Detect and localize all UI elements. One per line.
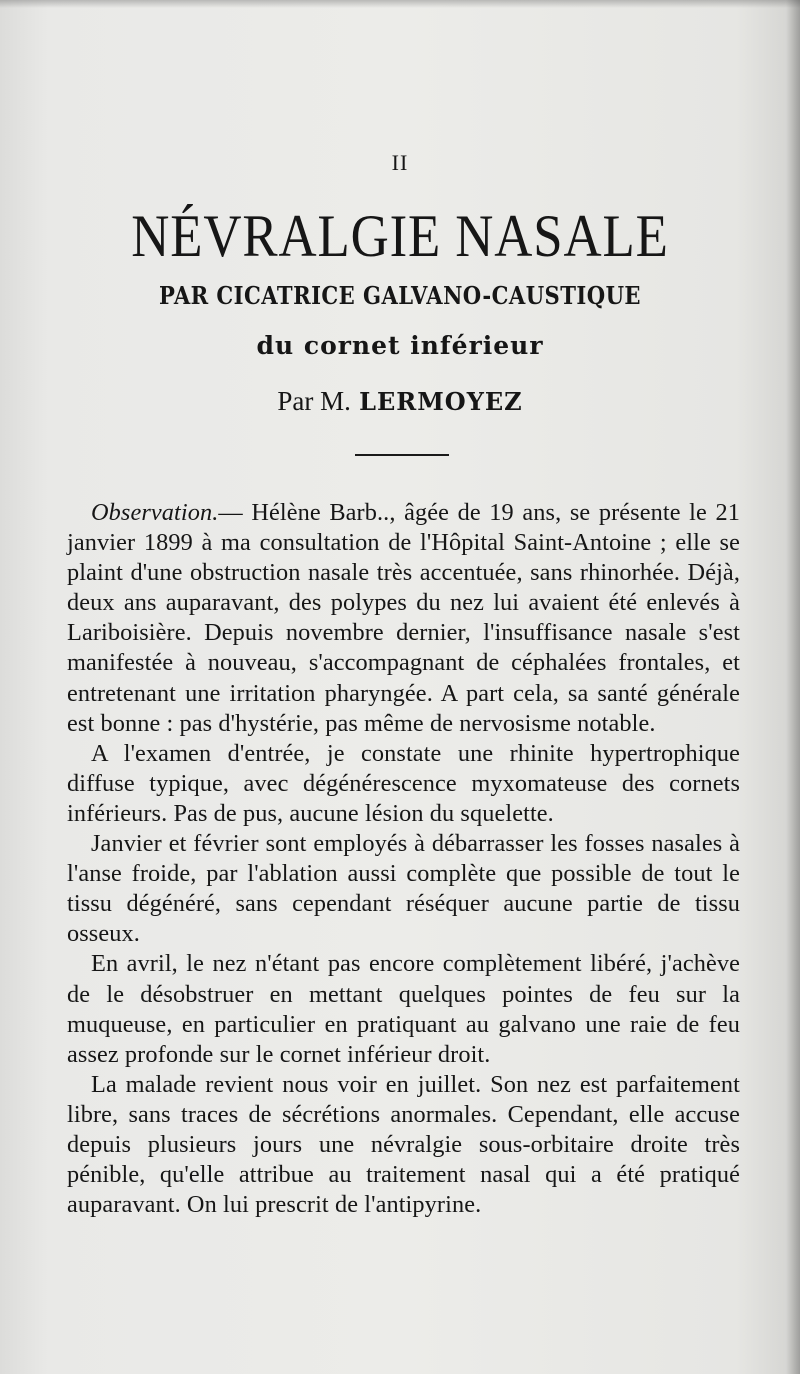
body-text — [67, 498, 740, 1220]
author-prefix: Par M. — [277, 386, 351, 416]
article-title: NÉVRALGIE NASALE — [131, 203, 669, 269]
author-line — [0, 384, 800, 419]
paragraph-april: En avril, le nez n'étant pas encore complètement libéré, j'achève de le désobstruer en mettant quelques pointes de feu sur la muqueuse, en particulier en pratiquant au galvano une raie de feu assez profonde sur le cornet inférieur droit. — [67, 950, 740, 1068]
paragraph-examination: A l'examen d'entrée, je constate une rhinite hypertrophique diffuse typique, avec dégénérescence myxomateuse des cornets inférieurs. Pas de pus, aucune lésion du squelette. — [67, 739, 740, 827]
paragraph-july: La malade revient nous voir en juillet. Son nez est parfaitement libre, sans traces de sécrétions anormales. Cependant, elle accuse depuis plusieurs jours une névralgie sous-orbitaire droite très pénible, qu'elle attribue au traitement nasal qui a été pratiqué auparavant. On lui prescrit de l'antipyrine. — [67, 1070, 740, 1219]
chapter-number: II — [391, 150, 409, 175]
page-top-shadow — [0, 0, 800, 8]
paragraph-observation — [67, 498, 740, 739]
author-name: LERMOYEZ — [359, 387, 523, 416]
paragraph-text: — Hélène Barb.., âgée de 19 ans, se présente le 21 janvier 1899 à ma consultation de l'Hôpital Saint-Antoine ; elle se plaint d'une obstruction nasale très accentuée, sans rhinorhée. Déjà, deux ans auparavant, des polypes du nez lui avaient été enlevés à Lariboisière. Depuis novembre dernier, l'insuffisance nasale s'est manifestée à nouveau, s'accompagnant de céphalées frontales, et entretenant une irritation pharyngée. A part cela, sa santé générale est bonne : pas d'hystérie, pas même de nervosisme notable. — [67, 499, 740, 737]
paragraph-treatment: Janvier et février sont employés à débarrasser les fosses nasales à l'anse froide, par l'ablation aussi complète que possible de tout le tissu dégénéré, sans cependant réséquer aucune partie de tissu osseux. — [67, 830, 740, 948]
article-subtitle: PAR CICATRICE GALVANO-CAUSTIQUE — [159, 281, 641, 310]
observation-label: Observation. — [91, 499, 219, 526]
page-right-shadow — [786, 0, 800, 1374]
title-divider — [355, 454, 449, 456]
article-subtitle-second-line: du cornet inférieur — [256, 331, 544, 360]
